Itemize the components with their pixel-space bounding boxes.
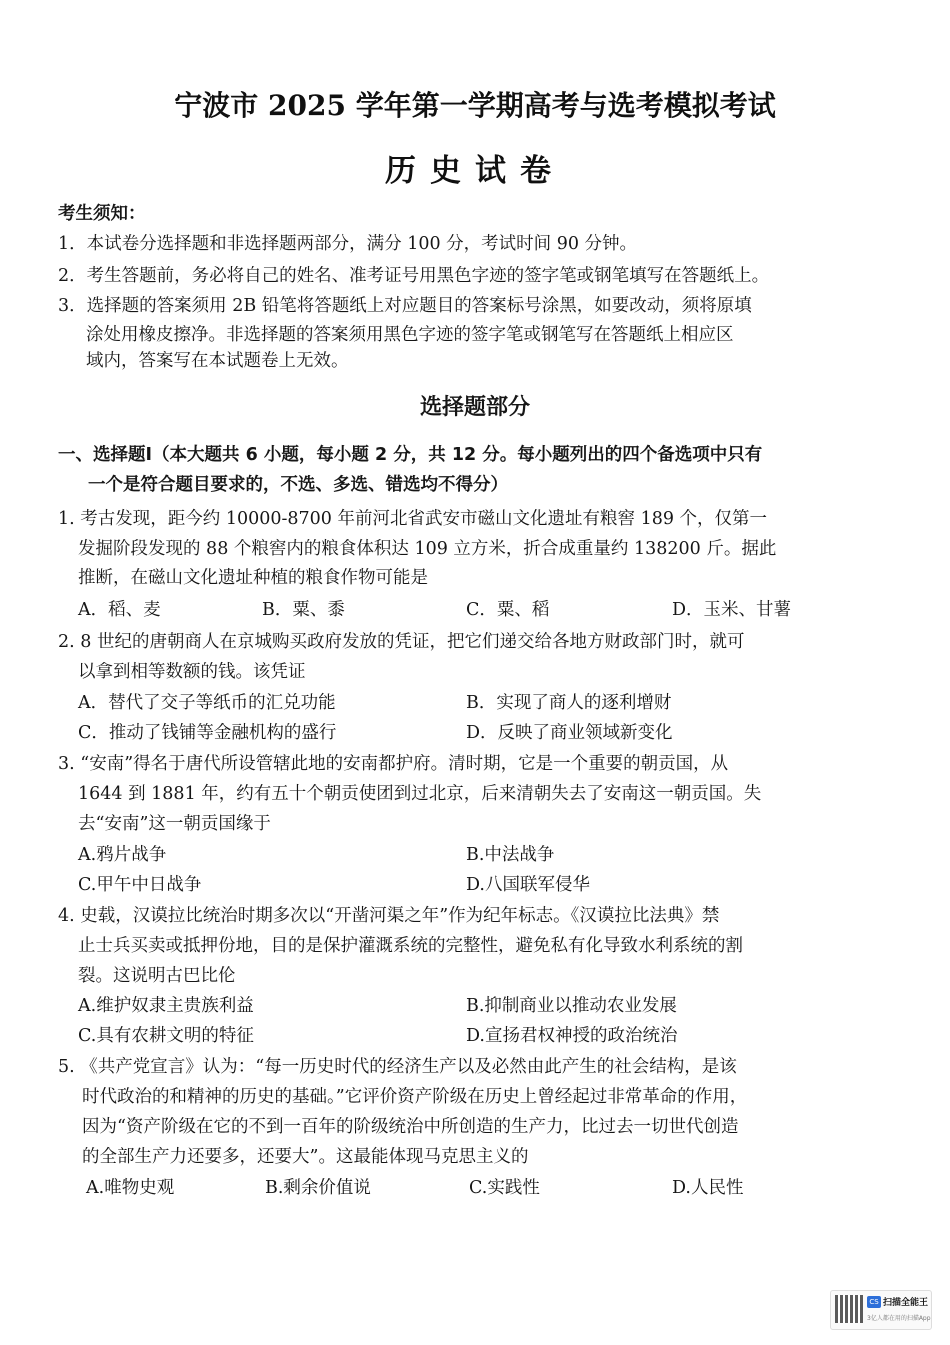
option-d: D．反映了商业领域新变化 <box>466 723 673 743</box>
option-d: D.人民性 <box>672 1178 744 1198</box>
subject-title: 历史试卷 <box>385 153 565 189</box>
option-b: B.中法战争 <box>466 845 555 865</box>
camscanner-logo-icon: CS <box>867 1296 881 1308</box>
question-text: 1644 到 1881 年，约有五十个朝贡使团到过北京，后来清朝失去了安南这一朝贡国。失 <box>78 784 762 804</box>
question-text: 3. “安南”得名于唐代所设管辖此地的安南都护府。清时期，它是一个重要的朝贡国，从 <box>58 754 729 774</box>
question-text: 裂。这说明古巴比伦 <box>78 966 236 986</box>
scanner-watermark <box>830 1290 932 1330</box>
question-text: 止士兵买卖或抵押份地，目的是保护灌溉系统的完整性，避免私有化导致水利系统的割 <box>78 936 743 956</box>
question-text: 1. 考古发现，距今约 10000-8700 年前河北省武安市磁山文化遗址有粮窖 189 个，仅第一 <box>58 509 768 529</box>
question-text: 发掘阶段发现的 88 个粮窖内的粮食体积达 109 立方米，折合成重量约 138200 斤。据此 <box>78 539 777 559</box>
question-text: 推断，在磁山文化遗址种植的粮食作物可能是 <box>78 568 428 588</box>
option-d: D.宣扬君权神授的政治统治 <box>466 1026 678 1046</box>
option-a: A．稻、麦 <box>78 600 161 620</box>
exam-title: 宁波市 2025 学年第一学期高考与选考模拟考试 <box>174 89 776 122</box>
option-d: D.八国联军侵华 <box>466 875 590 895</box>
notice-item: 1．本试卷分选择题和非选择题两部分，满分 100 分，考试时间 90 分钟。 <box>58 234 638 254</box>
notice-item: 域内，答案写在本试题卷上无效。 <box>86 351 349 371</box>
notice-item: 2．考生答题前，务必将自己的姓名、准考证号用黑色字迹的签字笔或钢笔填写在答题纸上。 <box>58 266 770 286</box>
option-b: B.剩余价值说 <box>265 1178 371 1198</box>
option-b: B.抑制商业以推动农业发展 <box>466 996 677 1016</box>
qr-code-icon <box>835 1295 863 1323</box>
watermark-name: 扫描全能王 <box>883 1298 929 1308</box>
section-title: 选择题部分 <box>419 395 530 420</box>
option-b: B．粟、黍 <box>262 600 345 620</box>
notice-item: 涂处用橡皮擦净。非选择题的答案须用黑色字迹的签字笔或钢笔写在答题纸上相应区 <box>86 325 734 345</box>
option-c: C.甲午中日战争 <box>78 875 202 895</box>
option-a: A.唯物史观 <box>86 1178 175 1198</box>
part-instructions: 一、选择题Ⅰ（本大题共 6 小题，每小题 2 分，共 12 分。每小题列出的四个备选项中只有 <box>58 445 763 465</box>
option-a: A.维护奴隶主贵族利益 <box>78 996 254 1016</box>
notice-item: 3．选择题的答案须用 2B 铅笔将答题纸上对应题目的答案标号涂黑，如要改动，须将原填 <box>58 296 752 316</box>
notice-heading: 考生须知： <box>58 204 146 224</box>
question-text: 2. 8 世纪的唐朝商人在京城购买政府发放的凭证，把它们递交给各地方财政部门时，就可 <box>58 632 745 652</box>
option-c: C．粟、稻 <box>466 600 550 620</box>
question-text: 5. 《共产党宣言》认为：“每一历史时代的经济生产以及必然由此产生的社会结构，是该 <box>58 1057 737 1077</box>
question-text: 时代政治的和精神的历史的基础。”它评价资产阶级在历史上曾经起过非常革命的作用， <box>82 1087 748 1107</box>
option-c: C．推动了钱铺等金融机构的盛行 <box>78 723 337 743</box>
watermark-subtitle: 3亿人都在用的扫描App <box>867 1315 931 1322</box>
question-text: 以拿到相等数额的钱。该凭证 <box>78 662 306 682</box>
option-a: A．替代了交子等纸币的汇兑功能 <box>78 693 336 713</box>
option-d: D．玉米、甘薯 <box>672 600 792 620</box>
option-a: A.鸦片战争 <box>78 845 167 865</box>
question-text: 的全部生产力还要多，还要大”。这最能体现马克思主义的 <box>82 1147 529 1167</box>
option-b: B．实现了商人的逐利增财 <box>466 693 672 713</box>
question-text: 因为“资产阶级在它的不到一百年的阶级统治中所创造的生产力，比过去一切世代创造 <box>82 1117 739 1137</box>
part-instructions: 一个是符合题目要求的，不选、多选、错选均不得分） <box>88 475 508 495</box>
option-c: C.具有农耕文明的特征 <box>78 1026 254 1046</box>
question-text: 4. 史载，汉谟拉比统治时期多次以“开凿河渠之年”作为纪年标志。《汉谟拉比法典》禁 <box>58 906 720 926</box>
option-c: C.实践性 <box>469 1178 540 1198</box>
question-text: 去“安南”这一朝贡国缘于 <box>78 814 271 834</box>
